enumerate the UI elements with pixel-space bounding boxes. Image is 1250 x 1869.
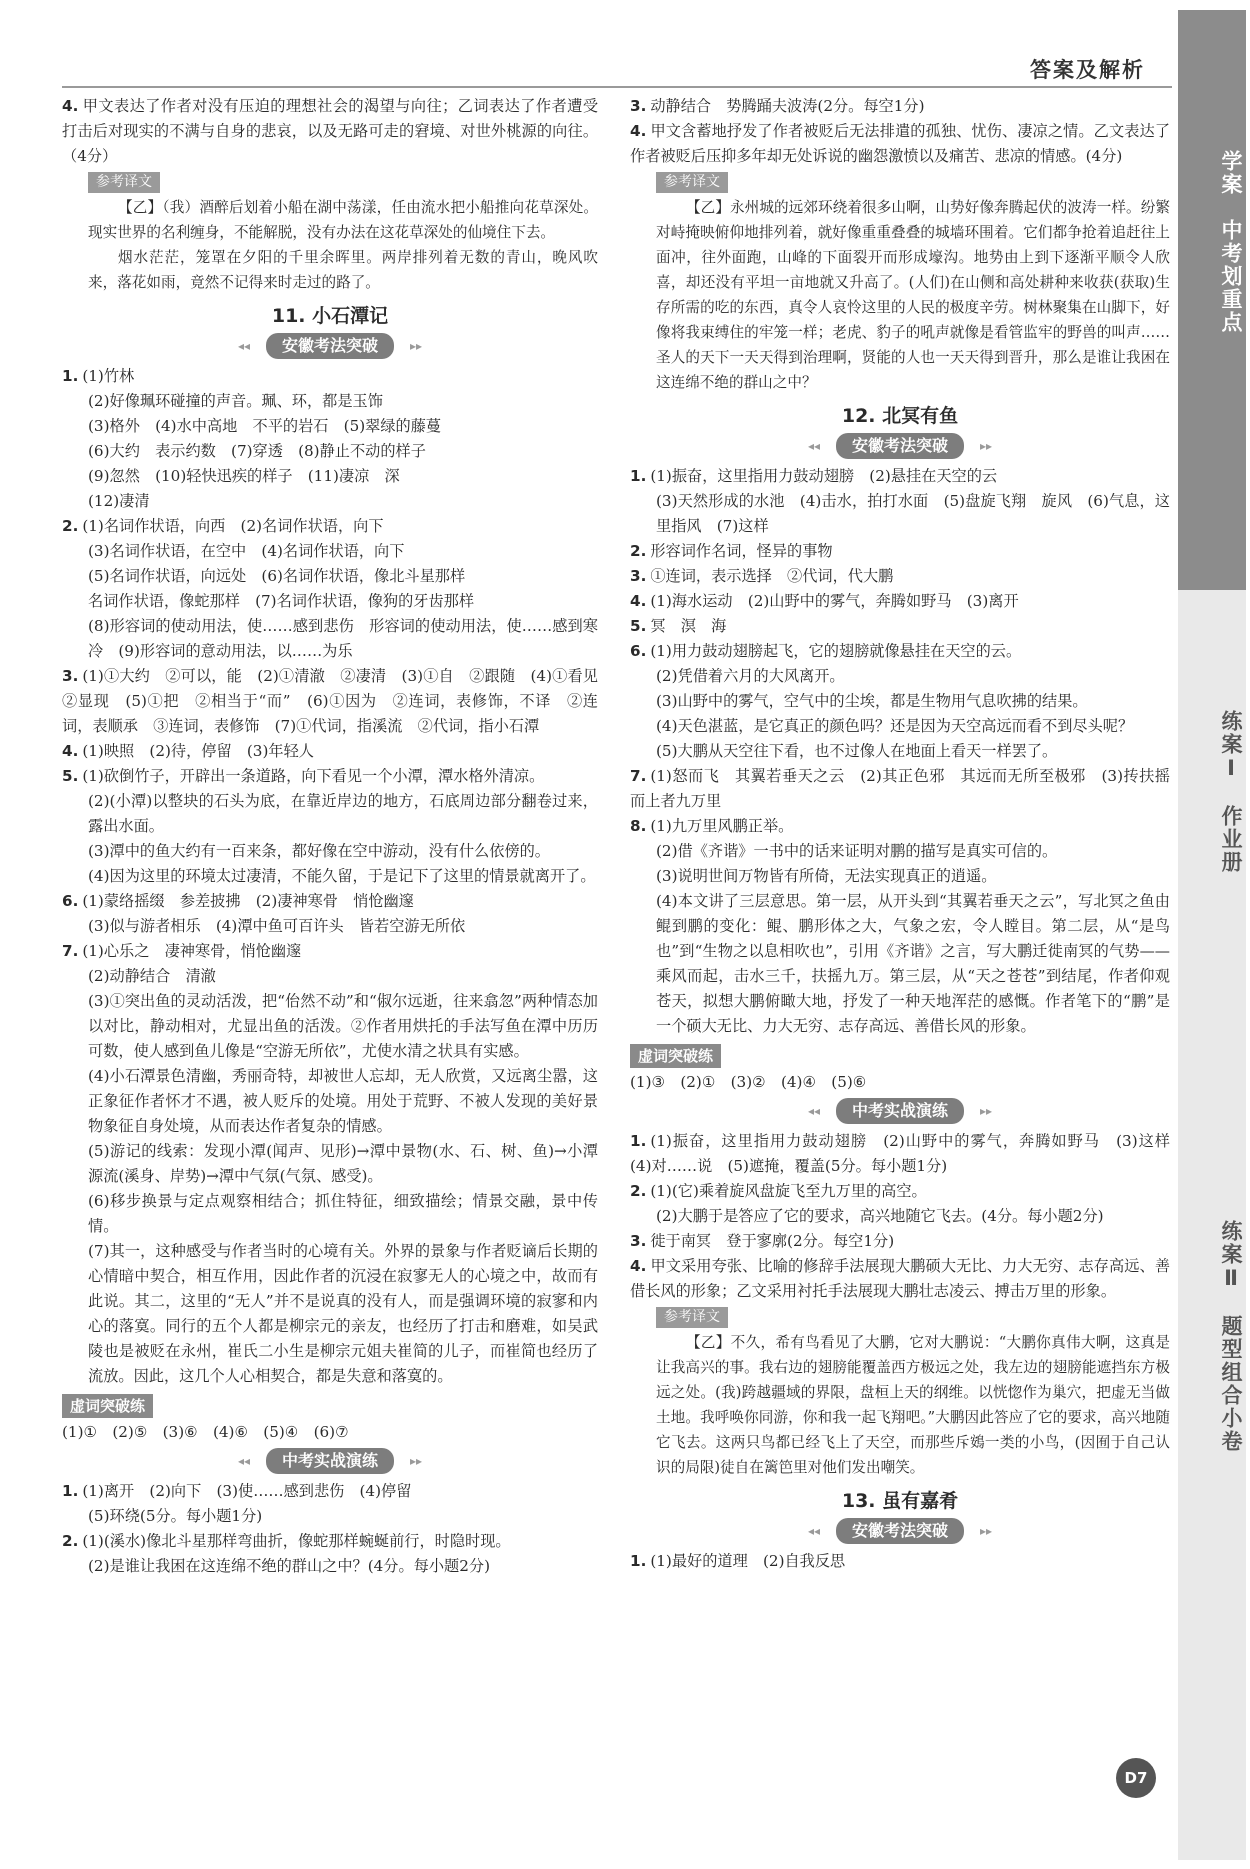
answer-line: (3)格外 (4)水中高地 不平的岩石 (5)翠绿的藤蔓 — [88, 417, 442, 435]
section-banner — [62, 333, 598, 359]
text-segment: ◂◂ 中考实战演练 ▸▸ — [266, 1448, 394, 1474]
right-column — [630, 94, 1186, 1574]
answer-item — [630, 1549, 1170, 1574]
text-segment: 甲文含蓄地抒发了作者被贬后无法排遣的孤独、忧伤、凄凉之情。乙文表达了作者被贬后压抑多年却无处诉说的幽怨激愤以及痛苦、悲凉的情感。(4分) — [630, 122, 1170, 165]
answer-item — [62, 664, 614, 739]
text-segment: (1)怒而飞 其翼若垂天之云 (2)其正色邪 其远而无所至极邪 (3)抟扶摇而上者九万里 — [630, 767, 1170, 810]
text-segment: 8. — [630, 817, 647, 835]
answer-item — [62, 94, 598, 169]
xuci-tag: 虚词突破练 — [630, 1044, 721, 1068]
header-title: 答案及解析 — [1030, 58, 1145, 82]
answer-item — [630, 589, 1170, 614]
answer-line: (4)本文讲了三层意思。第一层，从开头到“其翼若垂天之云”，写北冥之鱼由鲲到鹏的变化：鲲、鹏形体之大，气象之宏，令人瞠目。第二层，从“是鸟也”到“生物之以息相吹也”，引用《齐谐》之言，写大鹏迁徙南冥的气势——乘风而起，击水三千，扶摇九万。第三层，从“天之苍苍”到结尾，作者仰观苍天，拟想大鹏俯瞰大地，抒发了一种天地浑茫的感慨。作者笔下的“鹏”是一个硕大无比、力大无穷、志存高远、善借长风的形象。 — [656, 892, 1170, 1035]
text-segment: 3. — [630, 1232, 647, 1250]
answer-item — [630, 1254, 1170, 1304]
text-segment: (1)九万里风鹏正举。 — [650, 817, 794, 835]
reference-translation-label: 参考译文 — [656, 1307, 728, 1328]
left-column — [62, 94, 614, 1579]
text-segment: (1)(它)乘着旋风盘旋飞至九万里的高空。 — [650, 1182, 927, 1200]
answer-line: (3)山野中的雾气，空气中的尘埃，都是生物用气息吹拂的结果。 — [656, 692, 1088, 710]
text-segment: 甲文采用夸张、比喻的修辞手法展现大鹏硕大无比、力大无穷、志存高远、善借长风的形象；乙文采用衬托手法展现大鹏壮志凌云、搏击万里的形象。 — [630, 1257, 1170, 1300]
text-segment: 4. — [62, 742, 79, 760]
xuci-answers: (1)① (2)⑤ (3)⑥ (4)⑥ (5)④ (6)⑦ — [62, 1423, 349, 1441]
answer-line: (5)大鹏从天空往下看，也不过像人在地面上看天一样罢了。 — [656, 742, 1058, 760]
answer-line: (12)凄清 — [88, 492, 150, 510]
answer-line: (5)环绕(5分。每小题1分) — [88, 1507, 263, 1525]
answer-line: (4)天色湛蓝，是它真正的颜色吗？还是因为天空高远而看不到尽头呢？ — [656, 717, 1134, 735]
text-segment: (1)最好的道理 (2)自我反思 — [650, 1552, 846, 1570]
text-segment: 3. — [62, 667, 79, 685]
answer-line: (9)忽然 (10)轻快迅疾的样子 (11)凄凉 深 — [88, 467, 400, 485]
text-segment: 2. — [62, 517, 79, 535]
text-segment: 3. — [630, 97, 647, 115]
text-segment: (1)(溪水)像北斗星那样弯曲折，像蛇那样蜿蜒前行，时隐时现。 — [82, 1532, 511, 1550]
text-segment: ◂◂ 中考实战演练 ▸▸ — [836, 1098, 964, 1124]
text-segment: 3. — [630, 567, 647, 585]
answer-line: (2)好像珮环碰撞的声音。珮、环，都是玉饰 — [88, 392, 383, 410]
sidebar-label-lianan1: 练案Ⅰ 作业册 — [1219, 710, 1243, 874]
text-segment: 动静结合 势腾踊夫波涛(2分。每空1分) — [650, 97, 925, 115]
text-segment: 徙于南冥 登于寥廓(2分。每空1分) — [650, 1232, 895, 1250]
text-segment: (1)①大约 ②可以，能 (2)①清澈 ②凄清 (3)①自 ②跟随 (4)①看见 ②显现 (5)①把 ②相当于“而” (6)①因为 ②连词，表修饰，不译 ②连词，表顺承 ③连词，表修饰 (7)①代词，指溪流 ②代词，指小石潭 — [62, 667, 614, 735]
answer-item — [630, 564, 1170, 589]
translation-paragraph: 【乙】永州城的远郊环绕着很多山啊，山势好像奔腾起伏的波涛一样。纷繁对峙掩映俯仰地排列着，就好像重重叠叠的城墙环围着。它们都争抢着追赶往上面冲，往外面跑，山峰的下面裂开而形成壕沟。地势由上到下逐渐平顺令人欣喜，却还没有平坦一亩地就又升高了。(人们)在山侧和高处耕种来收获(获取)生存所需的吃的东西，真令人哀怜这里的人民的极度辛劳。树林聚集在山脚下，好像将我束缚住的牢笼一样；老虎、豹子的吼声就像是看管监牢的野兽的叫声……圣人的天下一天天得到治理啊，贤能的人也一天天得到晋升，那么是谁让我困在这连绵不绝的群山之中？ — [656, 199, 1170, 391]
sidebar — [1178, 10, 1246, 1860]
answer-line: (8)形容词的使动用法，使……感到悲伤 形容词的使动用法，使……感到寒冷 (9)形容词的意动用法，以……为乐 — [88, 617, 598, 660]
answer-line: (2)动静结合 清澈 — [88, 967, 216, 985]
reference-translation-label: 参考译文 — [656, 172, 728, 193]
text-segment: 6. — [630, 642, 647, 660]
answer-line: (2)凭借着六月的大风离开。 — [656, 667, 845, 685]
answer-item — [630, 1229, 1170, 1254]
answer-item — [62, 889, 598, 914]
text-segment: (1)蒙络摇缀 参差披拂 (2)凄神寒骨 悄怆幽邃 — [82, 892, 414, 910]
text-segment: 4. — [62, 97, 79, 115]
answer-line: (6)大约 表示约数 (7)穿透 (8)静止不动的样子 — [88, 442, 426, 460]
sidebar-label-xuean: 学案 中考划重点 — [1219, 150, 1243, 334]
text-segment: 1. — [62, 1482, 79, 1500]
text-segment: (1)映照 (2)待，停留 (3)年轻人 — [82, 742, 314, 760]
text-segment: 2. — [630, 542, 647, 560]
answer-line: (5)名词作状语，向远处 (6)名词作状语，像北斗星那样 — [88, 567, 466, 585]
text-segment: 4. — [630, 592, 647, 610]
answer-line: (2)借《齐谐》一书中的话来证明对鹏的描写是真实可信的。 — [656, 842, 1058, 860]
answer-item — [630, 1179, 1170, 1204]
answer-item — [62, 764, 598, 789]
reference-translation-label: 参考译文 — [88, 172, 160, 193]
text-segment: (1)名词作状语，向西 (2)名词作状语，向下 — [82, 517, 384, 535]
answer-line: (3)说明世间万物皆有所倚，无法实现真正的逍遥。 — [656, 867, 997, 885]
header-rule — [62, 86, 1172, 88]
text-segment: (1)用力鼓动翅膀起飞，它的翅膀就像悬挂在天空的云。 — [650, 642, 1022, 660]
text-segment: 1. — [630, 1132, 647, 1150]
text-segment: (1)竹林 — [82, 367, 135, 385]
answer-line: (3)天然形成的水池 (4)击水，拍打水面 (5)盘旋飞翔 旋风 (6)气息，这里指风 (7)这样 — [656, 492, 1170, 535]
text-segment: 5. — [630, 617, 647, 635]
answer-line: (2)大鹏于是答应了它的要求，高兴地随它飞去。(4分。每小题2分) — [656, 1207, 1104, 1225]
section-title: 13. 虽有嘉肴 — [841, 1490, 959, 1512]
section-banner — [630, 1098, 1170, 1124]
answer-item — [630, 539, 1170, 564]
text-segment: (1)海水运动 (2)山野中的雾气，奔腾如野马 (3)离开 — [650, 592, 1019, 610]
text-segment: 1. — [630, 1552, 647, 1570]
translation-paragraph: 烟水茫茫，笼罩在夕阳的千里余晖里。两岸排列着无数的青山，晚风吹来，落花如雨，竟然不记得来时走过的路了。 — [88, 249, 598, 291]
answer-line: (2)(小潭)以整块的石头为底，在靠近岸边的地方，石底周边部分翻卷过来，露出水面。 — [88, 792, 598, 835]
text-segment: ◂◂ 安徽考法突破 ▸▸ — [836, 433, 964, 459]
translation-paragraph: 【乙】不久，希有鸟看见了大鹏，它对大鹏说：“大鹏你真伟大啊，这真是让我高兴的事。我右边的翅膀能覆盖西方极远之处，我左边的翅膀能遮挡东方极远之处。(我)跨越疆域的界限，盘桓上天的纲维。以恍惚作为巢穴，把虚无当做土地。我呼唤你同游，你和我一起飞翔吧。”大鹏因此答应了它的要求，高兴地随它飞去。这两只鸟都已经飞上了天空，而那些斥鴳一类的小鸟，(因囿于自己认识的局限)徒自在篱笆里对他们发出嘲笑。 — [656, 1334, 1170, 1476]
answer-item — [630, 464, 1170, 489]
answer-item — [630, 94, 1170, 119]
text-segment: 5. — [62, 767, 79, 785]
answer-line: (6)移步换景与定点观察相结合；抓住特征，细致描绘；情景交融，景中传情。 — [88, 1192, 598, 1235]
answer-line: (3)①突出鱼的灵动活泼，把“佁然不动”和“俶尔远逝，往来翕忽”两种情态加以对比，静动相对，尤显出鱼的活泼。②作者用烘托的手法写鱼在潭中历历可数，使人感到鱼儿像是“空游无所依”，尤使水清之状具有实感。 — [88, 992, 598, 1060]
section-banner — [630, 1518, 1170, 1544]
answer-line: (3)似与游者相乐 (4)潭中鱼可百许头 皆若空游无所依 — [88, 917, 466, 935]
answer-item — [62, 364, 598, 389]
answer-item — [62, 939, 598, 964]
answer-line: (3)潭中的鱼大约有一百来条，都好像在空中游动，没有什么依傍的。 — [88, 842, 550, 860]
answer-line: (4)因为这里的环境太过凄清，不能久留，于是记下了这里的情景就离开了。 — [88, 867, 596, 885]
text-segment: 6. — [62, 892, 79, 910]
text-segment: (1)砍倒竹子，开辟出一条道路，向下看见一个小潭，潭水格外清凉。 — [82, 767, 545, 785]
text-segment: 4. — [630, 1257, 647, 1275]
text-segment: 1. — [62, 367, 79, 385]
text-segment: ◂◂ 安徽考法突破 ▸▸ — [836, 1518, 964, 1544]
answer-item — [630, 814, 1170, 839]
answer-item — [62, 739, 598, 764]
answer-line: (2)是谁让我困在这连绵不绝的群山之中？(4分。每小题2分) — [88, 1557, 491, 1575]
page-number-badge: D7 — [1116, 1758, 1156, 1798]
text-segment: 1. — [630, 467, 647, 485]
answer-line: (7)其一，这种感受与作者当时的心境有关。外界的景象与作者贬谪后长期的心情暗中契合，相互作用，因此作者的沉浸在寂寥无人的心境之中，故而有此说。其二，这里的“无人”并不是说真的没有人，而是强调环境的寂寥和内心的落寞。同行的五个人都是柳宗元的亲友，也经历了打击和磨难，如吴武陵也是被贬在永州，崔氏二小生是柳宗元姐夫崔简的儿子，而崔简也经历了流放。因此，这几个人心相契合，都是失意和落寞的。 — [88, 1242, 598, 1385]
text-segment: 7. — [630, 767, 647, 785]
answer-item — [630, 614, 1170, 639]
answer-item — [62, 1529, 598, 1554]
xuci-tag: 虚词突破练 — [62, 1394, 153, 1418]
text-segment: 7. — [62, 942, 79, 960]
answer-line: 名词作状语，像蛇那样 (7)名词作状语，像狗的牙齿那样 — [88, 592, 475, 610]
text-segment: (1)振奋，这里指用力鼓动翅膀 (2)悬挂在天空的云 — [650, 467, 998, 485]
answer-line: (5)游记的线索：发现小潭(闻声、见形)→潭中景物(水、石、树、鱼)→小潭源流(溪身、岸势)→潭中气氛(气氛、感受)。 — [88, 1142, 598, 1185]
text-segment: (1)振奋，这里指用力鼓动翅膀 (2)山野中的雾气，奔腾如野马 (3)这样 (4)对……说 (5)遮掩，覆盖(5分。每小题1分) — [630, 1132, 1186, 1175]
section-title: 11. 小石潭记 — [271, 305, 389, 327]
text-segment: 4. — [630, 122, 647, 140]
section-title: 12. 北冥有鱼 — [841, 405, 959, 427]
xuci-answers: (1)③ (2)① (3)② (4)④ (5)⑥ — [630, 1073, 867, 1091]
answer-item — [630, 764, 1170, 814]
answer-item — [630, 1129, 1186, 1179]
answer-line: (3)名词作状语，在空中 (4)名词作状语，向下 — [88, 542, 405, 560]
text-segment: 形容词作名词，怪异的事物 — [650, 542, 833, 560]
answer-item — [630, 639, 1170, 664]
answer-item — [62, 1479, 598, 1504]
section-banner — [62, 1448, 598, 1474]
text-segment: 2. — [62, 1532, 79, 1550]
text-segment: 甲文表达了作者对没有压迫的理想社会的渴望与向往；乙词表达了作者遭受打击后对现实的不满与自身的悲哀，以及无路可走的窘境、对世外桃源的向往。（4分） — [62, 97, 598, 165]
text-segment: (1)离开 (2)向下 (3)使……感到悲伤 (4)停留 — [82, 1482, 412, 1500]
answer-item — [630, 119, 1170, 169]
text-segment: ◂◂ 安徽考法突破 ▸▸ — [266, 333, 394, 359]
section-banner — [630, 433, 1170, 459]
translation-paragraph: 【乙】（我）酒醉后划着小船在湖中荡漾，任由流水把小船推向花草深处。现实世界的名利缠身，不能解脱，没有办法在这花草深处的仙境住下去。 — [88, 199, 598, 241]
text-segment: ①连词，表示选择 ②代词，代大鹏 — [650, 567, 894, 585]
text-segment: 2. — [630, 1182, 647, 1200]
answer-line: (4)小石潭景色清幽，秀丽奇特，却被世人忘却，无人欣赏，又远离尘嚣，这正象征作者怀才不遇，被人贬斥的处境。用处于荒野、不被人发现的美好景物象征自身处境，从而表达作者复杂的情感。 — [88, 1067, 598, 1135]
sidebar-label-lianan2: 练案Ⅱ 题型组合小卷 — [1219, 1220, 1243, 1453]
answer-item — [62, 514, 598, 539]
text-segment: (1)心乐之 凄神寒骨，悄怆幽邃 — [82, 942, 302, 960]
text-segment: 冥 溟 海 — [650, 617, 727, 635]
